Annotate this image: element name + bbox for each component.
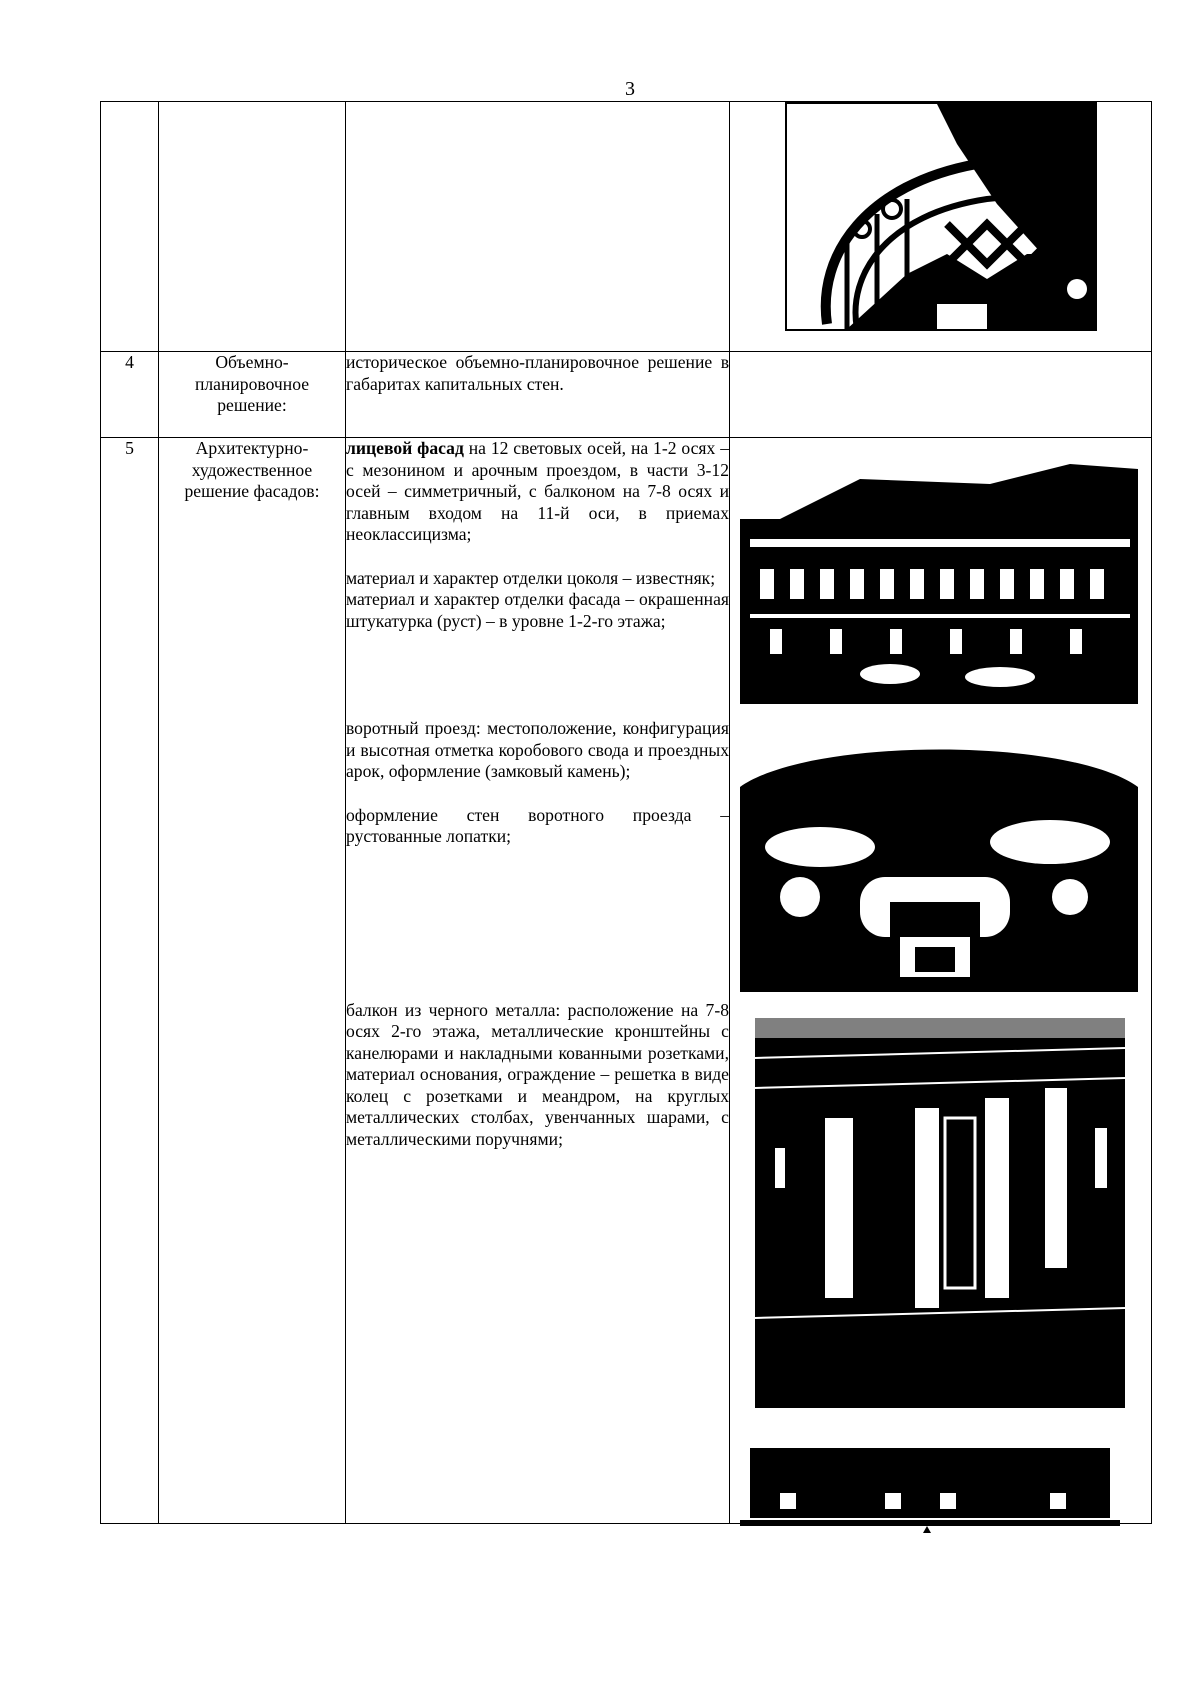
row-number: 4 [101,352,159,438]
row-number: 5 [101,438,159,1524]
gateway-walls-text: оформление стен воротного проезда – рустованные лопатки; [346,804,729,846]
gateway-text: воротный проезд: местоположение, конфигурация и высотная отметка коробового свода и проездных арок, оформление (замковый камень); [346,718,729,781]
balcony-text: балкон из черного металла: расположение на 7-8 осях 2-го этажа, металлические кронштейны с канелюрами и накладными кованными розетками, материал основания, ограждение – решетка в виде колец с розетками и меандром, на круглых металлических столбах, увенчанных шарами, с металлическими поручнями; [346,999,729,1149]
table-row [101,352,1152,438]
row-label: Архитектурно-художественное решение фасадов: [159,438,346,1524]
gateway-arch-photo [740,727,1138,992]
balcony-photo [755,1018,1125,1408]
stair-railing-photo [785,102,1097,331]
row-photo-cell [730,102,1152,352]
table-row [101,438,1152,1524]
row-number [101,102,159,352]
row-description: историческое объемно-планировочное решение в габаритах капитальных стен. [346,352,730,438]
row-label [159,102,346,352]
facade-finish-text: материал и характер отделки фасада – окрашенная штукатурка (руст) – в уровне 1-2-го этажа; [346,589,729,631]
row-photo-cell [730,352,1152,438]
row-description [346,438,730,1524]
page-number: 3 [625,78,635,100]
heritage-features-table [100,101,1152,1524]
row-photo-cell [730,438,1152,1524]
row-label: Объемно-планировочное решение: [159,352,346,438]
table-row [101,102,1152,352]
facade-heading: лицевой фасад [346,438,464,458]
balcony-railing-photo [740,1438,1120,1548]
facade-text: на 12 световых осей, на 1-2 осях – с мезонином и арочным проездом, в части 3-12 осей – симметричный, с балконом на 7-8 осях и главным входом на 11-й оси, в приемах неоклассицизма; [346,438,729,544]
facade-photo [740,459,1138,704]
plinth-text: материал и характер отделки цоколя – известняк; [346,567,716,588]
row-description [346,102,730,352]
facade-description [346,438,729,546]
